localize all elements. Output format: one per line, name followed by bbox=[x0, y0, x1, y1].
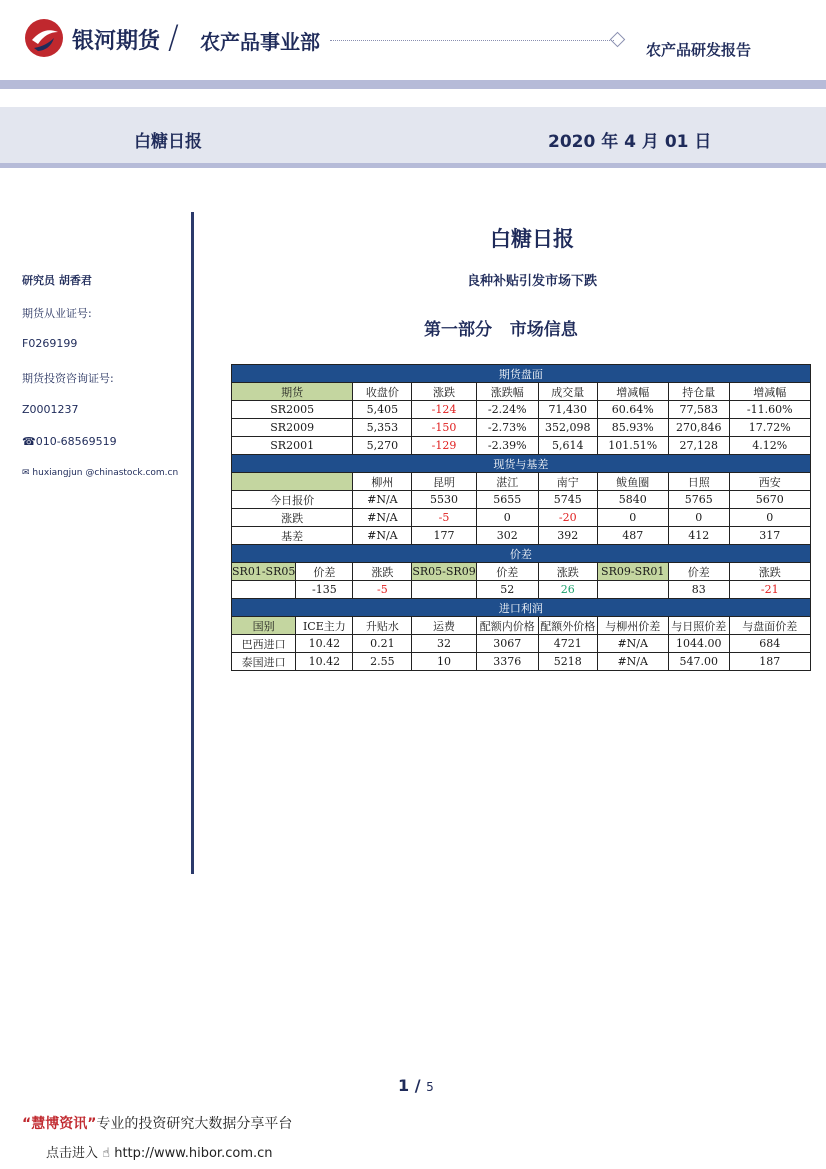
table-cell: 101.51% bbox=[597, 437, 668, 455]
table-cell: 10.42 bbox=[296, 653, 353, 671]
table-cell: -20 bbox=[538, 509, 597, 527]
table-cell: 5,353 bbox=[353, 419, 412, 437]
table-cell: 187 bbox=[729, 653, 810, 671]
row-label: 今日报价 bbox=[232, 491, 353, 509]
table-cell: 83 bbox=[668, 581, 729, 599]
email-address[interactable]: huxiangjun @chinastock.com.cn bbox=[32, 468, 179, 478]
spread-header: SR09-SR01 bbox=[597, 563, 668, 581]
table-row bbox=[232, 653, 811, 671]
banner-stripe bbox=[0, 163, 826, 168]
spread-header: 涨跌 bbox=[538, 563, 597, 581]
galaxy-logo-icon bbox=[24, 18, 64, 58]
spread-header: 价差 bbox=[476, 563, 538, 581]
futures-header: 成交量 bbox=[538, 383, 597, 401]
table-cell: -124 bbox=[412, 401, 476, 419]
row-label: 基差 bbox=[232, 527, 353, 545]
banner-date: 2020 年 4 月 01 日 bbox=[548, 132, 712, 152]
futures-header: 增减幅 bbox=[597, 383, 668, 401]
email-line bbox=[22, 468, 178, 478]
sidebar-divider bbox=[191, 212, 194, 874]
import-header: 与盘面价差 bbox=[729, 617, 810, 635]
table-row bbox=[232, 581, 811, 599]
import-header: 升贴水 bbox=[353, 617, 412, 635]
import-band: 进口利润 bbox=[232, 599, 811, 617]
table-cell: 487 bbox=[597, 527, 668, 545]
import-header: 运费 bbox=[412, 617, 476, 635]
table-cell: 547.00 bbox=[668, 653, 729, 671]
page-current: 1 bbox=[398, 1076, 410, 1095]
futures-header: 期货 bbox=[232, 383, 353, 401]
section-title bbox=[424, 315, 578, 340]
row-label: 泰国进口 bbox=[232, 653, 296, 671]
table-cell: 10 bbox=[412, 653, 476, 671]
import-header: ICE主力 bbox=[296, 617, 353, 635]
table-row bbox=[232, 401, 811, 419]
spot-band: 现货与基差 bbox=[232, 455, 811, 473]
table-cell: 60.64% bbox=[597, 401, 668, 419]
import-header: 配额外价格 bbox=[538, 617, 597, 635]
spot-header: 日照 bbox=[668, 473, 729, 491]
table-row bbox=[232, 437, 811, 455]
license-number: F0269199 bbox=[22, 337, 78, 350]
table-cell: -129 bbox=[412, 437, 476, 455]
spread-header: 价差 bbox=[296, 563, 353, 581]
table-cell: 2.55 bbox=[353, 653, 412, 671]
table-cell: #N/A bbox=[597, 635, 668, 653]
table-cell: 5,270 bbox=[353, 437, 412, 455]
spread-header: 涨跌 bbox=[353, 563, 412, 581]
table-cell: 270,846 bbox=[668, 419, 729, 437]
header-stripe bbox=[0, 80, 826, 89]
table-cell bbox=[412, 581, 476, 599]
table-cell: 10.42 bbox=[296, 635, 353, 653]
table-cell bbox=[597, 581, 668, 599]
market-table bbox=[231, 364, 811, 671]
spot-header: 西安 bbox=[729, 473, 810, 491]
spot-header: 柳州 bbox=[353, 473, 412, 491]
table-cell: 4.12% bbox=[729, 437, 810, 455]
page-number: 1 / 5 bbox=[398, 1076, 434, 1095]
table-cell: -11.60% bbox=[729, 401, 810, 419]
slogan-brand: “慧博资讯” bbox=[22, 1116, 97, 1132]
table-cell: 5218 bbox=[538, 653, 597, 671]
table-cell: 5530 bbox=[412, 491, 476, 509]
futures-header: 涨跌幅 bbox=[476, 383, 538, 401]
spot-header: 鲅鱼圈 bbox=[597, 473, 668, 491]
futures-header: 收盘价 bbox=[353, 383, 412, 401]
table-cell: 77,583 bbox=[668, 401, 729, 419]
table-cell: -2.73% bbox=[476, 419, 538, 437]
table-cell: 0 bbox=[668, 509, 729, 527]
table-cell: 684 bbox=[729, 635, 810, 653]
slogan-text: 专业的投资研究大数据分享平台 bbox=[96, 1116, 293, 1132]
table-cell: 17.72% bbox=[729, 419, 810, 437]
table-row bbox=[232, 635, 811, 653]
import-header: 配额内价格 bbox=[476, 617, 538, 635]
contract-cell: SR2005 bbox=[232, 401, 353, 419]
hand-pointer-icon: ☝ bbox=[102, 1146, 111, 1161]
futures-header: 增减幅 bbox=[729, 383, 810, 401]
table-row bbox=[232, 419, 811, 437]
document-subtitle: 良种补贴引发市场下跌 bbox=[466, 274, 597, 289]
table-cell: 317 bbox=[729, 527, 810, 545]
spread-header: 涨跌 bbox=[729, 563, 810, 581]
table-cell: 26 bbox=[538, 581, 597, 599]
consult-number: Z0001237 bbox=[22, 403, 79, 416]
spot-header: 湛江 bbox=[476, 473, 538, 491]
spread-header-row bbox=[232, 563, 811, 581]
table-cell: 3376 bbox=[476, 653, 538, 671]
spread-band: 价差 bbox=[232, 545, 811, 563]
table-cell: 32 bbox=[412, 635, 476, 653]
table-cell: -2.39% bbox=[476, 437, 538, 455]
envelope-icon: ✉ bbox=[22, 468, 33, 478]
page-total: 5 bbox=[426, 1080, 434, 1094]
table-cell: 52 bbox=[476, 581, 538, 599]
futures-band: 期货盘面 bbox=[232, 365, 811, 383]
futures-header: 持仓量 bbox=[668, 383, 729, 401]
table-cell: 352,098 bbox=[538, 419, 597, 437]
table-cell: 0 bbox=[476, 509, 538, 527]
row-label: 巴西进口 bbox=[232, 635, 296, 653]
table-row bbox=[232, 491, 811, 509]
table-cell: 412 bbox=[668, 527, 729, 545]
contract-cell: SR2009 bbox=[232, 419, 353, 437]
section-name: 市场信息 bbox=[509, 320, 578, 340]
table-cell: -21 bbox=[729, 581, 810, 599]
row-label: 涨跌 bbox=[232, 509, 353, 527]
table-cell: 5670 bbox=[729, 491, 810, 509]
table-cell: 5,614 bbox=[538, 437, 597, 455]
header-slash: / bbox=[168, 18, 179, 56]
consult-label: 期货投资咨询证号: bbox=[22, 372, 114, 385]
table-cell: -150 bbox=[412, 419, 476, 437]
table-cell: 4721 bbox=[538, 635, 597, 653]
table-cell: 1044.00 bbox=[668, 635, 729, 653]
section-part: 第一部分 bbox=[424, 320, 492, 340]
license-label: 期货从业证号: bbox=[22, 307, 92, 320]
table-cell: 3067 bbox=[476, 635, 538, 653]
spread-header: SR05-SR09 bbox=[412, 563, 476, 581]
futures-header-row bbox=[232, 383, 811, 401]
link-label: 点击进入 bbox=[46, 1146, 99, 1161]
table-cell: -2.24% bbox=[476, 401, 538, 419]
table-cell: #N/A bbox=[597, 653, 668, 671]
table-cell: 5840 bbox=[597, 491, 668, 509]
table-cell: 5765 bbox=[668, 491, 729, 509]
import-header-row bbox=[232, 617, 811, 635]
table-cell: -5 bbox=[412, 509, 476, 527]
table-cell: 27,128 bbox=[668, 437, 729, 455]
table-cell: 177 bbox=[412, 527, 476, 545]
footer-link-line bbox=[46, 1142, 273, 1161]
spot-header: 南宁 bbox=[538, 473, 597, 491]
banner-title: 白糖日报 bbox=[134, 132, 202, 152]
table-cell: 5655 bbox=[476, 491, 538, 509]
spot-header-row bbox=[232, 473, 811, 491]
table-row bbox=[232, 509, 811, 527]
table-cell: 5745 bbox=[538, 491, 597, 509]
table-cell: -135 bbox=[296, 581, 353, 599]
table-cell: 302 bbox=[476, 527, 538, 545]
table-cell: 85.93% bbox=[597, 419, 668, 437]
table-cell: -5 bbox=[353, 581, 412, 599]
spread-header: 价差 bbox=[668, 563, 729, 581]
contract-cell: SR2001 bbox=[232, 437, 353, 455]
table-cell bbox=[232, 581, 296, 599]
table-cell: 5,405 bbox=[353, 401, 412, 419]
footer-link[interactable]: http://www.hibor.com.cn bbox=[114, 1146, 273, 1161]
table-cell: 0 bbox=[729, 509, 810, 527]
import-header: 与日照价差 bbox=[668, 617, 729, 635]
spot-header: 昆明 bbox=[412, 473, 476, 491]
company-name: 银河期货 bbox=[72, 29, 161, 54]
footer-slogan bbox=[22, 1113, 292, 1133]
table-cell: 0 bbox=[597, 509, 668, 527]
header-dotted-line bbox=[330, 40, 614, 41]
table-cell: #N/A bbox=[353, 527, 412, 545]
table-cell: 71,430 bbox=[538, 401, 597, 419]
table-cell: 392 bbox=[538, 527, 597, 545]
department-name: 农产品事业部 bbox=[200, 30, 320, 54]
spread-header: SR01-SR05 bbox=[232, 563, 296, 581]
table-cell: #N/A bbox=[353, 509, 412, 527]
phone-number: ☎010-68569519 bbox=[22, 435, 117, 448]
futures-header: 涨跌 bbox=[412, 383, 476, 401]
import-header: 与柳州价差 bbox=[597, 617, 668, 635]
document-title: 白糖日报 bbox=[490, 227, 574, 251]
report-type: 农产品研发报告 bbox=[646, 41, 752, 59]
import-header: 国别 bbox=[232, 617, 296, 635]
table-cell: 0.21 bbox=[353, 635, 412, 653]
table-row bbox=[232, 527, 811, 545]
spot-header bbox=[232, 473, 353, 491]
researcher-name: 研究员 胡香君 bbox=[22, 274, 92, 287]
table-cell: #N/A bbox=[353, 491, 412, 509]
